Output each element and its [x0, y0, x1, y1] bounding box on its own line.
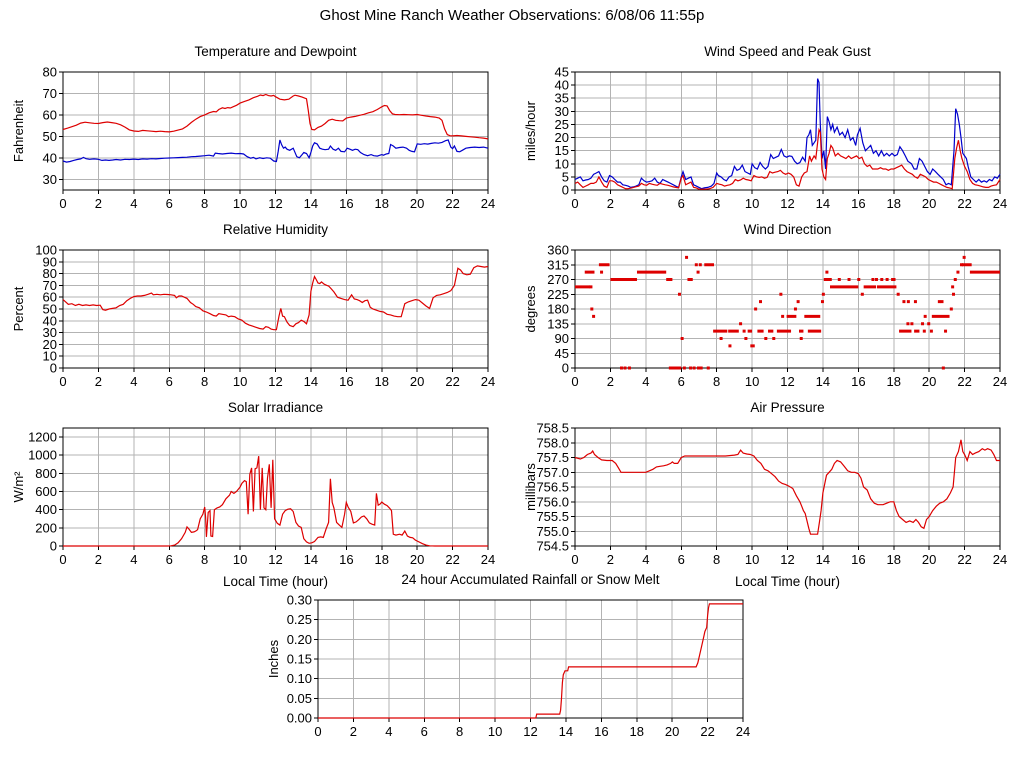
svg-text:14: 14 [815, 374, 831, 389]
chart-title-solar: Solar Irradiance [227, 400, 324, 415]
svg-text:0.15: 0.15 [286, 651, 312, 667]
svg-text:18: 18 [374, 552, 389, 567]
svg-text:10: 10 [232, 196, 248, 211]
svg-text:200: 200 [35, 520, 57, 536]
svg-text:4: 4 [130, 374, 138, 389]
svg-text:90: 90 [42, 254, 57, 270]
solar-irradiance-chart-canvas [0, 420, 512, 592]
svg-text:20: 20 [409, 196, 425, 211]
svg-text:22: 22 [957, 552, 972, 567]
svg-text:0: 0 [571, 196, 579, 211]
svg-text:6: 6 [420, 724, 428, 739]
svg-text:10: 10 [744, 552, 760, 567]
svg-text:6: 6 [165, 374, 173, 389]
svg-text:4: 4 [385, 724, 393, 739]
svg-text:0: 0 [561, 360, 569, 376]
svg-text:12: 12 [780, 374, 795, 389]
svg-text:600: 600 [35, 484, 57, 500]
svg-text:2: 2 [94, 196, 103, 211]
wind-direction-chart-canvas [512, 242, 1024, 396]
wind-speed-chart-canvas [512, 64, 1024, 218]
chart-title-wind-direction: Wind Direction [743, 222, 832, 237]
svg-text:20: 20 [921, 196, 937, 211]
svg-text:12: 12 [268, 196, 283, 211]
page-title: Ghost Mine Ranch Weather Observations: 6/08/06 11:55p [319, 7, 705, 24]
svg-text:12: 12 [780, 196, 795, 211]
svg-text:10: 10 [554, 156, 569, 172]
svg-text:W/m²: W/m² [11, 471, 26, 503]
svg-text:0: 0 [571, 552, 579, 567]
svg-text:18: 18 [886, 374, 901, 389]
svg-text:8: 8 [456, 724, 464, 739]
svg-text:18: 18 [374, 374, 389, 389]
rainfall-chart-canvas [255, 592, 767, 746]
svg-text:20: 20 [409, 374, 425, 389]
svg-text:Inches: Inches [266, 639, 281, 679]
svg-text:14: 14 [303, 374, 319, 389]
svg-text:30: 30 [554, 103, 569, 119]
chart-title-temperature: Temperature and Dewpoint [194, 44, 357, 59]
svg-text:4: 4 [130, 552, 138, 567]
svg-text:12: 12 [268, 374, 283, 389]
svg-text:40: 40 [554, 77, 569, 93]
svg-text:6: 6 [677, 552, 685, 567]
svg-text:12: 12 [268, 552, 283, 567]
svg-text:755.0: 755.0 [536, 523, 569, 539]
temperature-chart [0, 40, 512, 223]
svg-text:10: 10 [744, 374, 760, 389]
svg-text:Local Time (hour): Local Time (hour) [734, 574, 841, 589]
svg-text:0.30: 0.30 [286, 592, 312, 608]
svg-text:14: 14 [815, 552, 831, 567]
chart-title-rainfall: 24 hour Accumulated Rainfall or Snow Melt [401, 572, 660, 587]
svg-text:270: 270 [547, 272, 569, 287]
svg-text:16: 16 [851, 196, 866, 211]
svg-text:4: 4 [642, 196, 650, 211]
svg-text:50: 50 [42, 301, 57, 317]
svg-text:2: 2 [606, 374, 615, 389]
svg-text:45: 45 [554, 345, 569, 361]
svg-text:14: 14 [303, 196, 319, 211]
svg-text:4: 4 [130, 196, 138, 211]
humidity-chart-canvas [0, 242, 512, 396]
svg-text:2: 2 [94, 374, 103, 389]
air-pressure-chart [512, 396, 1024, 597]
svg-text:10: 10 [42, 348, 57, 364]
chart-title-wind-speed: Wind Speed and Peak Gust [704, 44, 871, 59]
svg-text:10: 10 [232, 374, 248, 389]
svg-text:5: 5 [561, 169, 569, 185]
svg-text:10: 10 [232, 552, 248, 567]
svg-text:0.10: 0.10 [286, 671, 312, 687]
svg-text:Percent: Percent [11, 286, 26, 332]
svg-text:0: 0 [59, 196, 67, 211]
svg-text:0: 0 [49, 360, 57, 376]
svg-text:0.20: 0.20 [286, 631, 312, 647]
svg-text:755.5: 755.5 [536, 509, 569, 524]
svg-text:millibars: millibars [523, 463, 538, 511]
svg-text:16: 16 [851, 552, 866, 567]
svg-text:0.05: 0.05 [286, 690, 312, 706]
svg-text:70: 70 [42, 85, 57, 101]
svg-text:225: 225 [547, 286, 569, 302]
wind-speed-chart [512, 40, 1024, 223]
svg-text:8: 8 [713, 552, 721, 567]
solar-irradiance-chart [0, 396, 512, 597]
svg-text:6: 6 [677, 374, 685, 389]
chart-title-humidity: Relative Humidity [222, 222, 329, 237]
svg-text:360: 360 [547, 242, 569, 258]
svg-text:1200: 1200 [28, 429, 57, 445]
svg-text:315: 315 [547, 257, 569, 273]
temperature-chart-canvas [0, 64, 512, 218]
svg-text:754.5: 754.5 [536, 538, 569, 554]
svg-text:180: 180 [547, 301, 569, 317]
svg-text:80: 80 [42, 266, 57, 282]
svg-text:24: 24 [480, 552, 496, 567]
svg-text:Local Time (hour): Local Time (hour) [222, 574, 329, 589]
svg-text:757.5: 757.5 [536, 450, 569, 465]
svg-text:757.0: 757.0 [536, 464, 569, 480]
svg-text:22: 22 [445, 374, 460, 389]
chart-title-pressure: Air Pressure [750, 400, 825, 415]
svg-text:14: 14 [815, 196, 831, 211]
svg-text:40: 40 [42, 313, 57, 329]
svg-text:0: 0 [59, 552, 67, 567]
svg-text:22: 22 [957, 196, 972, 211]
svg-text:miles/hour: miles/hour [523, 101, 538, 161]
svg-text:10: 10 [487, 724, 503, 739]
svg-text:22: 22 [445, 196, 460, 211]
svg-text:800: 800 [35, 465, 57, 481]
svg-text:70: 70 [42, 277, 57, 293]
svg-text:4: 4 [642, 374, 650, 389]
svg-text:6: 6 [165, 196, 173, 211]
svg-text:22: 22 [445, 552, 460, 567]
svg-text:756.0: 756.0 [536, 494, 569, 510]
svg-text:0: 0 [49, 538, 57, 554]
svg-text:12: 12 [780, 552, 795, 567]
svg-text:18: 18 [886, 552, 901, 567]
svg-text:18: 18 [374, 196, 389, 211]
svg-text:4: 4 [642, 552, 650, 567]
svg-text:degrees: degrees [523, 285, 538, 333]
svg-text:16: 16 [339, 552, 354, 567]
svg-text:8: 8 [201, 374, 209, 389]
svg-text:24: 24 [480, 374, 496, 389]
svg-text:135: 135 [547, 316, 569, 332]
svg-text:24: 24 [480, 196, 496, 211]
svg-text:80: 80 [42, 64, 57, 80]
svg-text:1000: 1000 [28, 447, 57, 463]
svg-text:15: 15 [554, 143, 569, 159]
svg-text:60: 60 [42, 107, 57, 123]
svg-text:Fahrenheit: Fahrenheit [11, 99, 26, 163]
svg-text:45: 45 [554, 64, 569, 80]
svg-text:12: 12 [523, 724, 538, 739]
svg-text:30: 30 [42, 171, 57, 187]
air-pressure-chart-canvas [512, 420, 1024, 592]
svg-text:24: 24 [992, 374, 1008, 389]
svg-text:0: 0 [561, 182, 569, 198]
svg-text:24: 24 [992, 196, 1008, 211]
svg-text:100: 100 [35, 242, 57, 258]
svg-text:0: 0 [314, 724, 322, 739]
svg-text:20: 20 [921, 552, 937, 567]
humidity-chart [0, 218, 512, 401]
wind-direction-chart [512, 218, 1024, 401]
svg-text:8: 8 [713, 374, 721, 389]
svg-text:758.5: 758.5 [536, 420, 569, 436]
svg-text:18: 18 [886, 196, 901, 211]
svg-text:30: 30 [42, 325, 57, 341]
svg-text:400: 400 [35, 502, 57, 518]
svg-text:24: 24 [735, 724, 751, 739]
rainfall-chart [255, 568, 767, 751]
svg-text:2: 2 [606, 552, 615, 567]
svg-text:8: 8 [713, 196, 721, 211]
svg-text:18: 18 [629, 724, 644, 739]
svg-text:0: 0 [59, 374, 67, 389]
svg-text:35: 35 [554, 90, 569, 106]
svg-text:0: 0 [571, 374, 579, 389]
svg-text:2: 2 [606, 196, 615, 211]
svg-text:20: 20 [42, 336, 57, 352]
svg-text:8: 8 [201, 552, 209, 567]
svg-text:14: 14 [303, 552, 319, 567]
svg-text:20: 20 [664, 724, 680, 739]
svg-text:6: 6 [677, 196, 685, 211]
svg-text:14: 14 [558, 724, 574, 739]
svg-text:10: 10 [744, 196, 760, 211]
svg-text:0.25: 0.25 [286, 612, 312, 628]
svg-text:6: 6 [165, 552, 173, 567]
svg-text:2: 2 [349, 724, 358, 739]
svg-text:758.0: 758.0 [536, 435, 569, 451]
svg-text:24: 24 [992, 552, 1008, 567]
svg-text:20: 20 [554, 130, 569, 146]
svg-text:0.00: 0.00 [286, 710, 312, 726]
svg-text:2: 2 [94, 552, 103, 567]
svg-text:8: 8 [201, 196, 209, 211]
svg-text:22: 22 [957, 374, 972, 389]
svg-text:90: 90 [554, 331, 569, 346]
svg-text:20: 20 [921, 374, 937, 389]
svg-text:60: 60 [42, 289, 57, 305]
svg-text:756.5: 756.5 [536, 479, 569, 495]
svg-text:22: 22 [700, 724, 715, 739]
svg-text:40: 40 [42, 150, 57, 166]
svg-text:16: 16 [851, 374, 866, 389]
svg-text:16: 16 [594, 724, 609, 739]
svg-text:20: 20 [409, 552, 425, 567]
svg-text:25: 25 [554, 116, 569, 132]
svg-text:50: 50 [42, 128, 57, 144]
svg-text:16: 16 [339, 196, 354, 211]
svg-text:16: 16 [339, 374, 354, 389]
